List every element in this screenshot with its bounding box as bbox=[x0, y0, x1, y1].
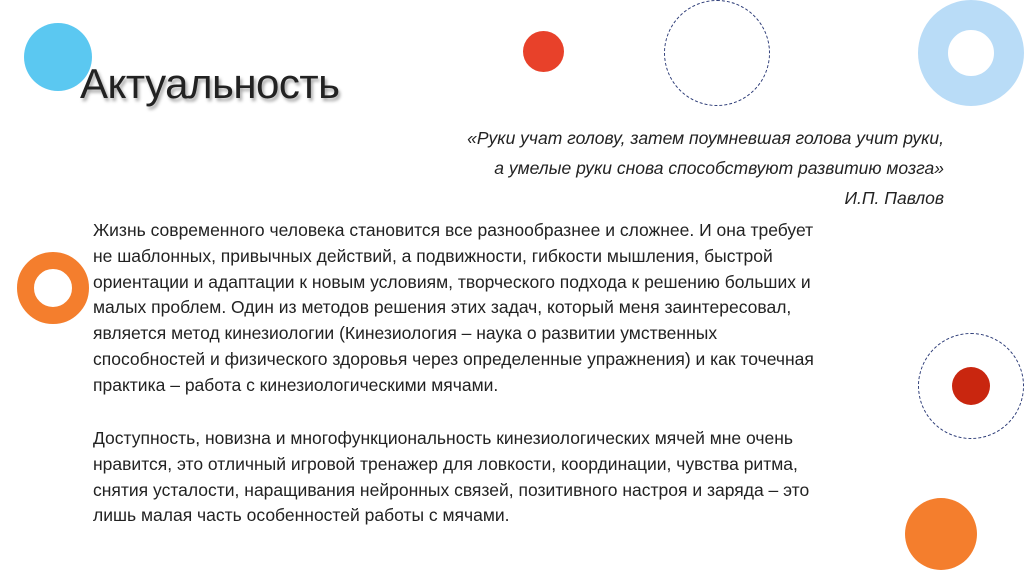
paragraph-line: Доступность, новизна и многофункциональность кинезиологических мячей мне очень bbox=[93, 428, 793, 448]
body-paragraph-2 bbox=[93, 426, 953, 529]
paragraph-line: является метод кинезиологии (Кинезиология – наука о развитии умственных bbox=[93, 323, 718, 344]
quote-author: И.П. Павлов bbox=[844, 188, 944, 208]
paragraph-line: снятия усталости, наращивания нейронных связей, позитивного настроя и заряда – это bbox=[93, 479, 810, 500]
paragraph-line: Жизнь современного человека становится все разнообразнее и сложнее. И она требует bbox=[93, 220, 814, 240]
quote-line-2: а умелые руки снова способствуют развитию мозга» bbox=[494, 158, 944, 178]
decorative-orange-ring bbox=[17, 252, 89, 324]
decorative-blue-ring bbox=[918, 0, 1024, 106]
paragraph-line: малых проблем. Один из методов решения этих задач, который меня заинтересовал, bbox=[93, 297, 792, 318]
decorative-dark-red-circle bbox=[952, 367, 990, 405]
decorative-red-circle bbox=[523, 31, 564, 72]
paragraph-line: лишь малая часть особенностей работы с мячами. bbox=[93, 505, 510, 526]
paragraph-line: практика – работа с кинезиологическими мячами. bbox=[93, 374, 499, 395]
paragraph-line: не шаблонных, привычных действий, а подвижности, гибкости мышления, быстрой bbox=[93, 245, 773, 266]
paragraph-line: способностей и физического здоровья через определенные упражнения) и как точечная bbox=[93, 348, 814, 369]
quote-line-1: «Руки учат голову, затем поумневшая голова учит руки, bbox=[467, 128, 944, 148]
epigraph-quote bbox=[224, 123, 944, 213]
decorative-dashed-circle-top bbox=[664, 0, 770, 106]
slide-title: Актуальность bbox=[80, 60, 340, 107]
body-paragraph-1 bbox=[93, 218, 953, 399]
paragraph-line: ориентации и адаптации к новым условиям, творческого подхода к решению больших и bbox=[93, 271, 811, 292]
paragraph-line: нравится, это отличный игровой тренажер для ловкости, координации, чувства ритма, bbox=[93, 453, 798, 474]
